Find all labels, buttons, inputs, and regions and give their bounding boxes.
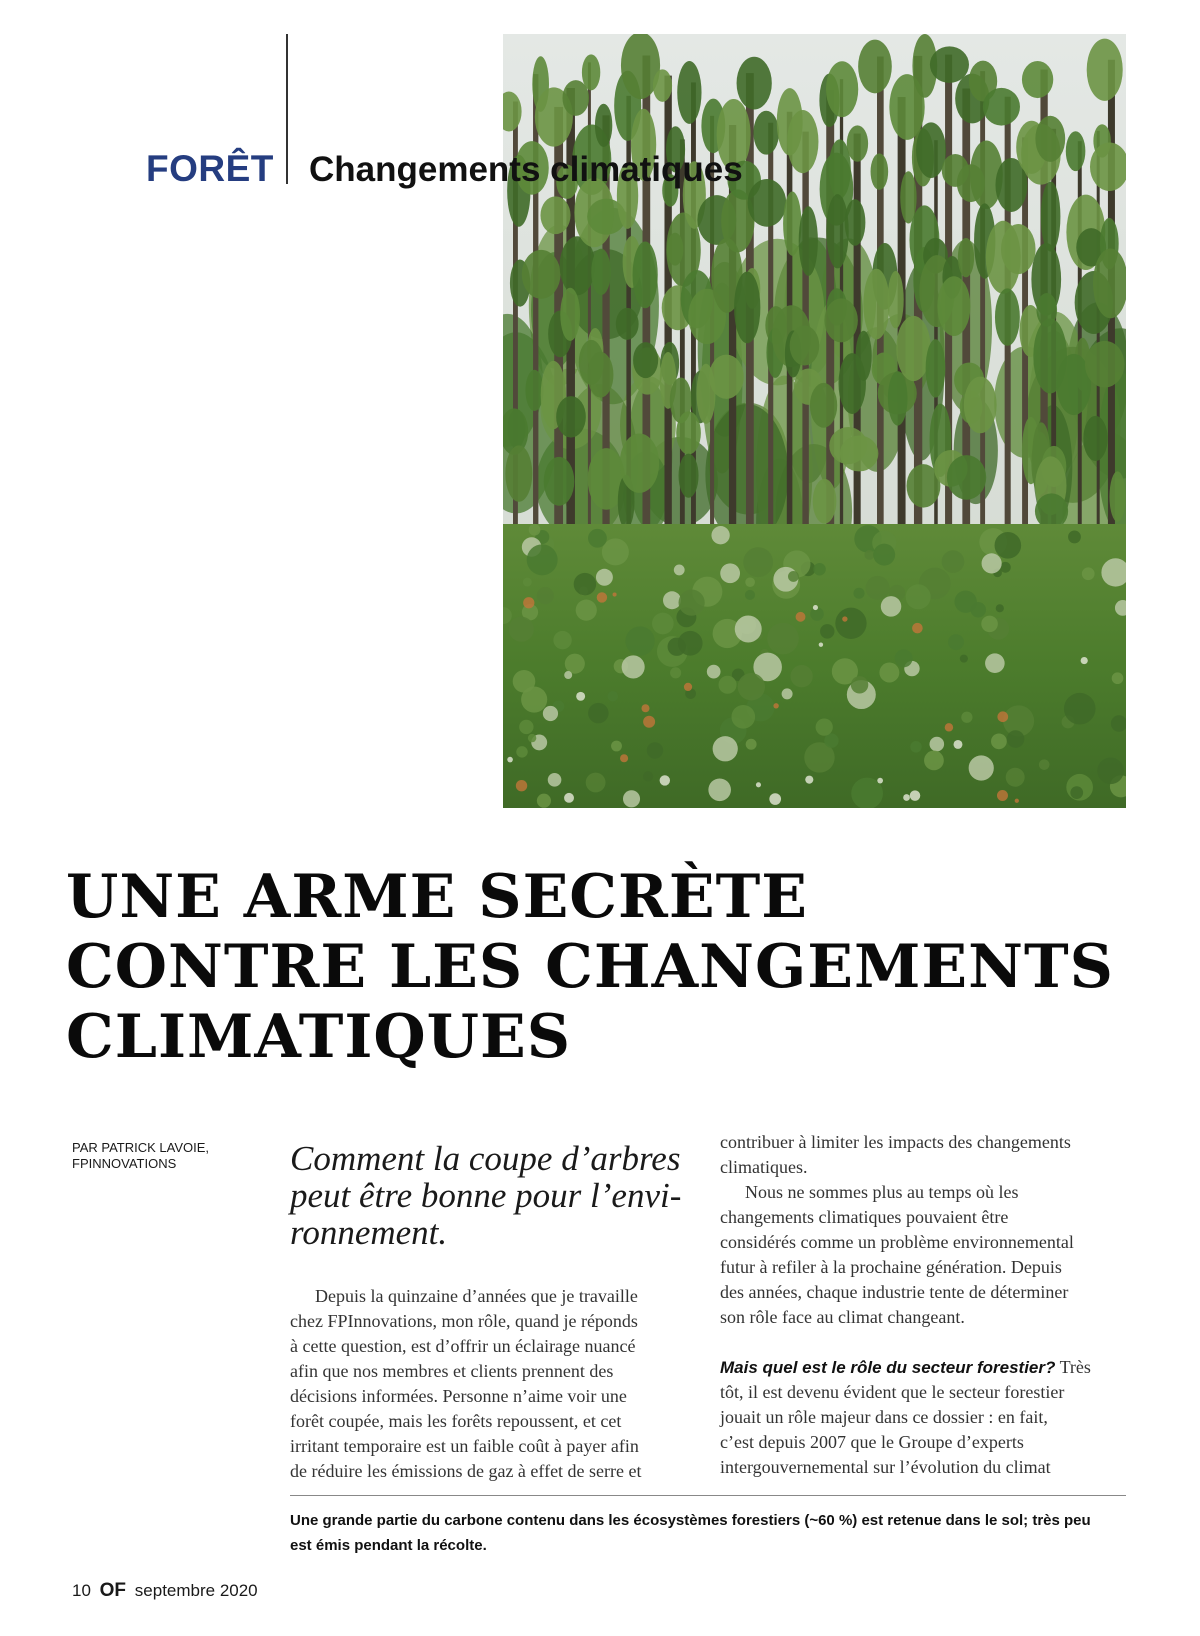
tree-crown — [1035, 493, 1068, 529]
tree-crown — [964, 377, 997, 434]
tree-crown — [1036, 293, 1057, 327]
floor-flower — [910, 790, 921, 801]
byline-author: PAR PATRICK LAVOIE, — [72, 1140, 210, 1155]
shrub — [586, 773, 606, 793]
floor-flower — [842, 616, 847, 621]
floor-flower — [523, 597, 534, 608]
page-footer — [72, 1580, 258, 1602]
shrub — [588, 703, 609, 724]
tree-crown — [926, 339, 946, 397]
shrub — [731, 705, 755, 729]
tree-crown — [840, 435, 879, 471]
shrub — [519, 720, 533, 734]
photo-caption — [290, 1508, 1126, 1558]
floor-flower — [903, 794, 910, 801]
shrub — [509, 617, 534, 642]
body-column-1 — [290, 1284, 685, 1484]
floor-flower — [997, 790, 1008, 801]
floor-flower — [805, 776, 813, 784]
shrub — [853, 588, 864, 599]
tree-crown — [679, 454, 699, 498]
tree-crown — [847, 125, 868, 161]
shrub — [1068, 531, 1081, 544]
shrub — [565, 654, 585, 674]
magazine-logo: OF — [99, 1580, 127, 1601]
tree-crown — [633, 342, 658, 378]
tree-crown — [930, 46, 969, 83]
shrub — [527, 544, 558, 575]
tree-crown — [916, 122, 946, 178]
tree-crown — [748, 179, 787, 227]
tree-crown — [709, 355, 744, 399]
body-line: futur à refiler à la prochaine génération. Depuis — [720, 1257, 1062, 1277]
shrub — [745, 590, 755, 600]
tree-crown — [783, 192, 801, 256]
shrub — [960, 655, 968, 663]
body-line: considérés comme un problème environnemental — [720, 1232, 1074, 1252]
tree-crown — [588, 352, 614, 398]
shrub — [529, 524, 541, 536]
shrub — [711, 526, 729, 544]
question-tail: Très — [1055, 1357, 1091, 1377]
shrub — [961, 712, 972, 723]
caption-line: Une grande partie du carbone contenu dans les écosystèmes forestiers (~60 %) est retenue dans le sol; très peu — [290, 1512, 1091, 1529]
body-line: irritant temporaire est un faible coût à payer afin — [290, 1436, 639, 1456]
shrub — [1082, 567, 1095, 580]
shrub — [738, 673, 765, 700]
floor-flower — [997, 711, 1008, 722]
floor-flower — [684, 683, 692, 691]
headline-line: CONTRE LES CHANGEMENTS — [66, 932, 1114, 1002]
shrub — [652, 613, 674, 635]
tree-crown — [839, 353, 866, 414]
floor-flower — [613, 592, 617, 596]
body-line: afin que nos membres et clients prennent des — [290, 1361, 614, 1381]
shrub — [674, 565, 685, 576]
tree-crown — [734, 272, 760, 344]
tree-crown — [813, 479, 837, 524]
body-paragraph — [720, 1130, 1125, 1180]
shrub — [611, 741, 622, 752]
tree-crown — [653, 69, 672, 102]
floor-flower — [954, 740, 963, 749]
page-number: 10 — [72, 1581, 91, 1600]
body-paragraph — [720, 1180, 1125, 1330]
section-label: FORÊT — [146, 148, 274, 189]
shrub — [678, 631, 703, 656]
shrub — [942, 550, 965, 573]
tree-crown — [595, 104, 612, 147]
shrub — [576, 600, 597, 621]
shrub — [981, 616, 998, 633]
article-deck — [290, 1140, 690, 1251]
tree-crown — [863, 269, 889, 340]
shrub — [745, 577, 755, 587]
floor-flower — [576, 692, 585, 701]
tree-crown — [1041, 182, 1061, 252]
tree-crown — [845, 199, 866, 246]
shrub — [906, 584, 931, 609]
body-line: climatiques. — [720, 1157, 808, 1177]
shrub — [1006, 768, 1025, 787]
shrub — [663, 591, 681, 609]
body-line: Depuis la quinzaine d’années que je travaille — [315, 1286, 638, 1306]
tree-crown — [677, 61, 701, 124]
shrub — [881, 596, 901, 616]
tree-crown — [790, 325, 820, 365]
shrub — [996, 604, 1004, 612]
tree-crown — [937, 276, 970, 336]
byline-affiliation: FPINNOVATIONS — [72, 1156, 177, 1171]
body-line: des années, chaque industrie tente de déterminer — [720, 1282, 1069, 1302]
issue-date: septembre 2020 — [134, 1581, 258, 1600]
tree-crown — [983, 88, 1020, 126]
floor-flower — [819, 642, 823, 646]
shrub — [991, 733, 1007, 749]
shrub — [1039, 759, 1050, 770]
shrub — [910, 741, 922, 753]
tree-crown — [737, 57, 772, 110]
floor-flower — [877, 778, 883, 784]
floor-flower — [620, 754, 628, 762]
tree-crown — [958, 238, 974, 277]
paragraph-gap — [720, 1330, 1125, 1355]
shrub — [625, 626, 654, 655]
shrub — [1112, 672, 1124, 684]
tree-crown — [1083, 416, 1107, 461]
shrub — [548, 773, 562, 787]
shrub — [813, 563, 826, 576]
shrub — [719, 676, 737, 694]
shrub — [670, 667, 681, 678]
shrub — [707, 665, 721, 679]
tree-crown — [1001, 224, 1036, 274]
floor-flower — [597, 592, 607, 602]
shrub — [713, 736, 738, 761]
shrub — [596, 569, 613, 586]
shrub — [679, 590, 705, 616]
tree-crown — [858, 40, 892, 94]
tree-crown — [810, 383, 837, 428]
tree-crown — [787, 110, 818, 173]
deck-line: Comment la coupe d’arbres — [290, 1139, 681, 1178]
tree-crown — [1085, 341, 1125, 388]
shrub — [1007, 730, 1025, 748]
shrub — [513, 670, 536, 693]
floor-flower — [507, 757, 513, 763]
shrub — [647, 742, 663, 758]
tree-crown — [826, 194, 849, 268]
tree-crown — [544, 457, 575, 506]
shrub — [954, 590, 976, 612]
tree-crown — [947, 455, 986, 500]
tree-crown — [826, 61, 858, 117]
tree-crown — [799, 206, 818, 276]
floor-flower — [773, 703, 778, 708]
body-line: à cette question, est d’offrir un éclairage nuancé — [290, 1336, 636, 1356]
body-paragraph — [720, 1355, 1125, 1480]
tree-crown — [540, 196, 570, 234]
shrub — [528, 734, 536, 742]
floor-flower — [643, 716, 655, 728]
shrub — [982, 553, 1002, 573]
shrub — [851, 676, 868, 693]
tree-crown — [995, 288, 1020, 345]
shrub — [924, 751, 944, 771]
caption-rule — [290, 1495, 1126, 1496]
shrub — [873, 544, 895, 566]
body-line: Nous ne sommes plus au temps où les — [745, 1182, 1019, 1202]
shrub — [735, 616, 762, 643]
shrub — [1097, 757, 1124, 784]
tree-crown — [560, 288, 580, 341]
shrub — [767, 623, 799, 655]
body-line: changements climatiques pouvaient être — [720, 1207, 1009, 1227]
shrub — [623, 790, 640, 807]
subhead-question: Mais quel est le rôle du secteur forestier? — [720, 1358, 1056, 1377]
body-paragraph — [290, 1284, 685, 1484]
tree-crown — [591, 249, 611, 295]
shrub — [523, 577, 532, 586]
shrub — [790, 665, 812, 687]
shrub — [816, 719, 833, 736]
shrub — [835, 608, 866, 639]
tree-crown — [676, 411, 701, 454]
shrub — [708, 778, 731, 801]
tree-crown — [1035, 116, 1065, 162]
shrub — [824, 733, 838, 747]
caption-line: est émis pendant la récolte. — [290, 1537, 487, 1554]
tree-crown — [896, 316, 930, 381]
shrub — [537, 587, 554, 604]
tree-crown — [871, 153, 889, 190]
tree-crown — [1087, 39, 1123, 101]
shrub — [746, 739, 757, 750]
shrub — [537, 794, 551, 808]
section-subtitle: Changements climatiques — [309, 150, 743, 189]
body-line: chez FPInnovations, mon rôle, quand je réponds — [290, 1311, 638, 1331]
shrub — [782, 688, 793, 699]
shrub — [985, 653, 1005, 673]
deck-line: ronnement. — [290, 1213, 448, 1252]
body-line: c’est depuis 2007 que le Groupe d’experts — [720, 1432, 1024, 1452]
tree-crown — [1066, 131, 1086, 171]
shrub — [1064, 693, 1096, 725]
shrub — [969, 755, 994, 780]
section-divider — [286, 34, 288, 184]
floor-flower — [564, 793, 574, 803]
body-line: intergouvernemental sur l’évolution du climat — [720, 1457, 1051, 1477]
shrub — [608, 691, 619, 702]
floor-flower — [1015, 799, 1019, 803]
floor-flower — [769, 793, 781, 805]
shrub — [743, 547, 773, 577]
shrub — [574, 573, 596, 595]
body-line: décisions informées. Personne n’aime voir une — [290, 1386, 627, 1406]
shrub — [930, 737, 945, 752]
tree-crown — [1022, 61, 1053, 98]
shrub — [588, 529, 607, 548]
body-line: jouait un rôle majeur dans ce dossier : en fait, — [720, 1407, 1048, 1427]
tree-crown — [620, 434, 659, 493]
article-headline — [66, 862, 1146, 1072]
tree-crown — [522, 250, 561, 299]
shrub — [643, 771, 653, 781]
tree-crown — [753, 111, 779, 155]
body-column-2 — [720, 1130, 1125, 1480]
floor-flower — [912, 623, 923, 634]
floor-flower — [516, 780, 527, 791]
tree-crown — [582, 54, 600, 90]
byline — [72, 1140, 209, 1172]
shrub — [879, 663, 899, 683]
tree-crown — [888, 371, 908, 425]
body-line: tôt, il est devenu évident que le secteur forestier — [720, 1382, 1065, 1402]
tree-crown — [505, 445, 532, 501]
shrub — [895, 649, 913, 667]
tree-crown — [1109, 471, 1125, 521]
shrub — [543, 706, 558, 721]
shrub — [864, 550, 874, 560]
tree-crown — [633, 242, 658, 309]
shrub — [516, 746, 527, 757]
floor-flower — [945, 723, 953, 731]
body-line: son rôle face au climat changeant. — [720, 1307, 965, 1327]
shrub — [564, 671, 572, 679]
shrub — [720, 563, 740, 583]
body-line: contribuer à limiter les impacts des changements — [720, 1132, 1071, 1152]
deck-line: peut être bonne pour l’envi- — [290, 1176, 682, 1215]
shrub — [553, 631, 571, 649]
shrub — [820, 624, 834, 638]
tree-crown — [616, 308, 639, 340]
headline-line: CLIMATIQUES — [66, 1002, 572, 1072]
shrub — [1070, 786, 1083, 799]
shrub — [866, 576, 890, 600]
body-line — [720, 1355, 1125, 1380]
floor-flower — [1081, 657, 1088, 664]
tree-crown — [888, 271, 904, 328]
floor-flower — [660, 775, 670, 785]
body-line: forêt coupée, mais les forêts repoussent, et cet — [290, 1411, 622, 1431]
shrub — [995, 532, 1022, 559]
headline-line: UNE ARME SECRÈTE — [66, 862, 809, 932]
shrub — [788, 571, 799, 582]
floor-flower — [813, 605, 818, 610]
tree-crown — [556, 396, 586, 437]
floor-flower — [641, 704, 649, 712]
body-line: de réduire les émissions de gaz à effet de serre et — [290, 1461, 642, 1481]
floor-flower — [796, 612, 806, 622]
floor-flower — [756, 782, 761, 787]
shrub — [948, 634, 964, 650]
shrub — [622, 655, 645, 678]
shrub — [602, 538, 629, 565]
tree-crown — [824, 298, 857, 342]
